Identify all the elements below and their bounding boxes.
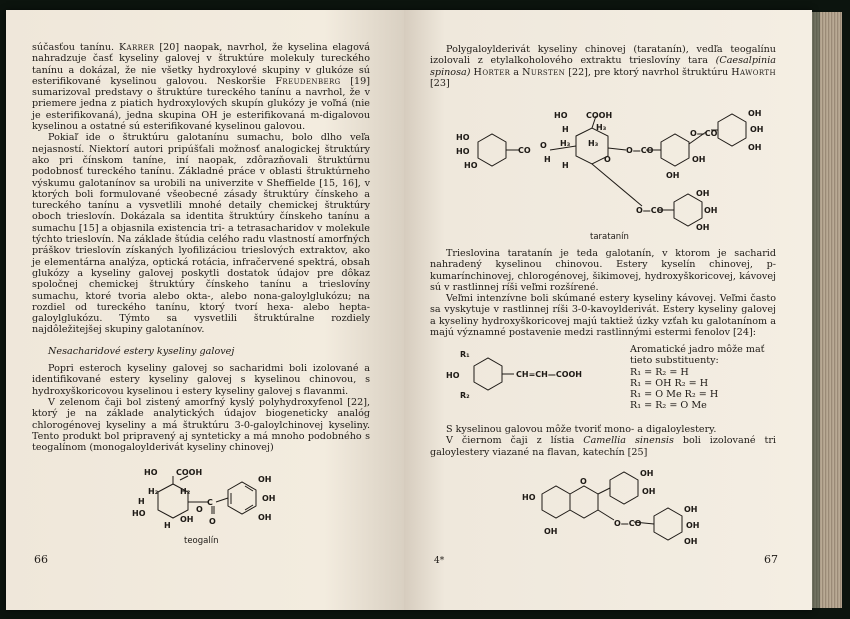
tara-ho-1: HO <box>456 133 470 142</box>
tara-oh-bot-1: OH <box>696 189 710 198</box>
teogalin-o-carbonyl: O <box>209 517 216 526</box>
left-page-number: 66 <box>34 553 48 566</box>
tara-oh-bot-2: OH <box>704 206 718 215</box>
tara-oh-top-2: OH <box>750 125 764 134</box>
substituent-4: R₁ = R₂ = O Me <box>630 400 707 412</box>
catechin-ring-c <box>570 486 598 518</box>
tara-ho-top: HO <box>554 111 568 120</box>
substituent-2: R₁ = OH R₂ = H <box>630 377 709 389</box>
teogalin-h-low: H <box>164 521 171 530</box>
tara-oh-bot-3: OH <box>696 223 710 232</box>
tara-o-co-3: O—CO <box>636 206 664 215</box>
page-edges-shadow <box>812 12 820 608</box>
tara-o-co-2: O—CO <box>690 129 718 138</box>
right-page <box>404 10 812 610</box>
catechin-structure <box>514 464 714 544</box>
book-spread <box>6 10 812 610</box>
tara-o-2: O <box>604 155 611 164</box>
catechin-o: O <box>580 477 587 486</box>
right-paragraph-2: Trieslovina taratanín je teda galotanín, v ktorom je sacharid nahradený kyselinou chinovou. Estery kyselín chinovej, p-kumarínchinovej, chlorogénovej, šikimovej, hydroxyškoricovej, kávovej sú v rastlinnej ríši veľmi rozšírené. <box>430 248 776 293</box>
left-paragraph-3: Popri esteroch kyseliny galovej so sacharidmi boli izolované a identifikované estery kyseliny galovej s kyselinou chinovou, s hydroxyškoricovou kyselinou i estery kyseliny galovej s flavanmi. <box>32 363 370 397</box>
cinnamic-chain: CH=CH—COOH <box>516 370 583 379</box>
catechin-oh-b2: OH <box>642 487 656 496</box>
taratanin-ring-left <box>478 134 506 166</box>
right-page-mark: 4* <box>434 556 445 566</box>
right-page-number: 67 <box>764 553 778 566</box>
cinnamic-ring <box>474 358 502 390</box>
right-text-top <box>430 44 776 89</box>
catechin-ring-b <box>610 472 638 504</box>
right-paragraph-5: V čiernom čaji z lístia Camellia sinensis boli izolované tri galoylestery viazané na flavan, katechín [25] <box>430 435 776 458</box>
tara-oh-mid2: OH <box>692 155 706 164</box>
left-text-top <box>32 42 370 453</box>
left-paragraph-2: Pokiaľ ide o štruktúru galotanínu sumachu, bolo dlho veľa nejasností. Niektorí autori pripúšťali možnosť analogickej štruktúry ako pri čínskom taníne, iní naopak, zdôrazňovali štruktúrnu podobnosť tureckého tanínu. Základné práce v oblasti štruktúrneho výskumu galotanínov sa urobili na univerzite v Sheffielde [15, 16], v ktorých boli formulované všeobecné zásady štruktúry čínskeho a tureckého tanínu a vysvetlili mnohé detaily chemickej štruktúry oboch trieslovín. Dokázala sa identita štruktúry čínskeho tanínu a sumachu [15] a objasnila existencia tri- a tetrasacharidov v molekule týchto trieslovín. Na základe štúdia celého radu vlastností amorfných práškov trieslovín získaných lyofilizáciou trieslových extraktov, ako je elementárna analýza, optická rotácia, infračervené spektrá, obsah glukózy a kyseliny galovej poskytli dostatok údajov pre dôkaz spoločnej chemickej štruktúry čínskeho tanínu a trieslovíny sumachu, ktoré tvoria alebo okta-, alebo nona-galoylglukózu; na rozdiel od tureckého tanínu, ktorý tvorí hexa- alebo hepta-galoylglukózu. Týmto sa vysvetlili štruktúralne rozdiely najdôležitejšej skupiny galotanínov. <box>32 132 370 336</box>
teogalin-h: H <box>138 497 145 506</box>
teogalin-oh-2: OH <box>262 494 276 503</box>
right-text-middle <box>430 248 776 338</box>
right-paragraph-4: S kyselinou galovou môže tvoriť mono- a digaloylestery. <box>446 424 717 435</box>
tara-o-1: O <box>540 141 547 150</box>
tara-cooh: COOH <box>586 111 613 120</box>
teogalin-oh-3: OH <box>258 513 272 522</box>
taratanin-ring-mid <box>661 134 689 166</box>
cinnamic-r2: R₂ <box>460 391 470 398</box>
section-heading: Nesacharidové estery kyseliny galovej <box>48 345 235 357</box>
teogalin-h2-right: H₂ <box>180 487 191 496</box>
right-paragraph-1: Polygaloylderivát kyseliny chinovej (taratanín), vedľa teogalínu izolovali z etylalkoholového extraktu trieslovíny tara (Caesalpinia spinosa) Horter a Nursten [22], pre ktorý navrhol štruktúru Haworth [23] <box>430 44 776 89</box>
catechin-galloyl <box>654 508 682 540</box>
hydroxycinnamic-structure <box>444 348 614 398</box>
teogalin-c: C <box>207 498 213 507</box>
teogalin-o: O <box>196 505 203 514</box>
teogalin-ho-bottom: HO <box>132 509 146 518</box>
tara-h3-2: H₃ <box>560 139 571 148</box>
tara-oh-top-1: OH <box>748 109 762 118</box>
catechin-ring-a <box>542 486 570 518</box>
substituents-box <box>630 344 780 412</box>
tara-h-3: H <box>562 161 569 170</box>
teogalin-oh-1: OH <box>258 475 272 484</box>
cinnamic-r1: R₁ <box>460 350 470 359</box>
left-paragraph-4: V zelenom čaji bol zistený amorfný kyslý polyhydroxyfenol [22], ktorý je na základe analytických údajov biogeneticky analóg chlorogénovej kyseliny a má štruktúru 3-0-galoylchinovej kyseliny. Tento produkt bol pripravený aj synteticky a má mnoho podobného s teogalínom (monogaloylderivát kyseliny chinovej) <box>32 396 370 454</box>
galloyl-ring <box>228 482 256 514</box>
taratanin-caption: taratanín <box>590 232 629 242</box>
right-paragraph-3: Veľmi intenzívne boli skúmané estery kyseliny kávovej. Veľmi často sa vyskytuje v rastlinnej ríši 3-0-kavoylderivát. Estery kyseliny galovej a kyseliny hydroxyškoricovej majú taktiež úzky vzťah ku galotanínom a majú významné postavenie medzi rastlinnými estermi fenolov [24]: <box>430 293 776 339</box>
teogalin-ho-top: HO <box>144 468 158 477</box>
taratanin-structure <box>456 102 776 232</box>
catechin-oh-g2: OH <box>686 521 700 530</box>
teogalin-h2-left: H₂ <box>148 487 159 496</box>
tara-h-1: H <box>544 155 551 164</box>
tara-o-co-1: O—CO <box>626 146 654 155</box>
substituent-3: R₁ = O Me R₂ = H <box>630 389 719 401</box>
left-page <box>6 10 404 610</box>
tara-oh-top-3: OH <box>748 143 762 152</box>
catechin-o-c-o: O—CO <box>614 519 642 528</box>
tara-h3-1: H₃ <box>596 123 607 132</box>
tara-h-2: H <box>562 125 569 134</box>
tara-h3-3: H₃ <box>588 139 599 148</box>
aromatic-label: Aromatické jadro môže mať tieto substituenty: <box>630 344 765 367</box>
taratanin-ring-bottom <box>674 194 702 226</box>
tara-ho-2: HO <box>456 147 470 156</box>
catechin-ho: HO <box>522 493 536 502</box>
teogalin-structure <box>118 462 318 542</box>
teogalin-oh: OH <box>180 515 194 524</box>
cinnamic-ho: HO <box>446 371 460 380</box>
teogalin-cooh: COOH <box>176 468 203 477</box>
catechin-oh-a: OH <box>544 527 558 536</box>
right-text-bottom <box>430 424 776 458</box>
left-paragraph-1: súčasťou tanínu. Karrer [20] naopak, navrhol, že kyselina elagová nahradzuje časť kyseliny galovej v štruktúre molekuly tureckého tanínu a dokázal, že nie všetky hydroxylové skupiny v glukóze sú esterifikované kyselinou galovou. Neskoršie Freudenberg [19] sumarizoval predstavy o štruktúre tureckého tanínu a navrhol, že v priemere jedna z piatich hydroxylových skupín glukózy je voľná (nie je esterifikovaná), jedna skupina OH je esterifikovaná m-digalovou kyselinou a ostatné sú esterifikované kyselinou galovou. <box>32 42 370 133</box>
substituent-1: R₁ = R₂ = H <box>630 366 689 378</box>
tara-oh-mid: OH <box>666 171 680 180</box>
catechin-oh-b1: OH <box>640 469 654 478</box>
teogalin-caption: teogalín <box>184 536 219 546</box>
tara-co-1: CO <box>518 146 531 155</box>
taratanin-ring-top <box>718 114 746 146</box>
catechin-oh-g1: OH <box>684 505 698 514</box>
tara-ho-3: HO <box>464 161 478 170</box>
catechin-oh-g3: OH <box>684 537 698 544</box>
